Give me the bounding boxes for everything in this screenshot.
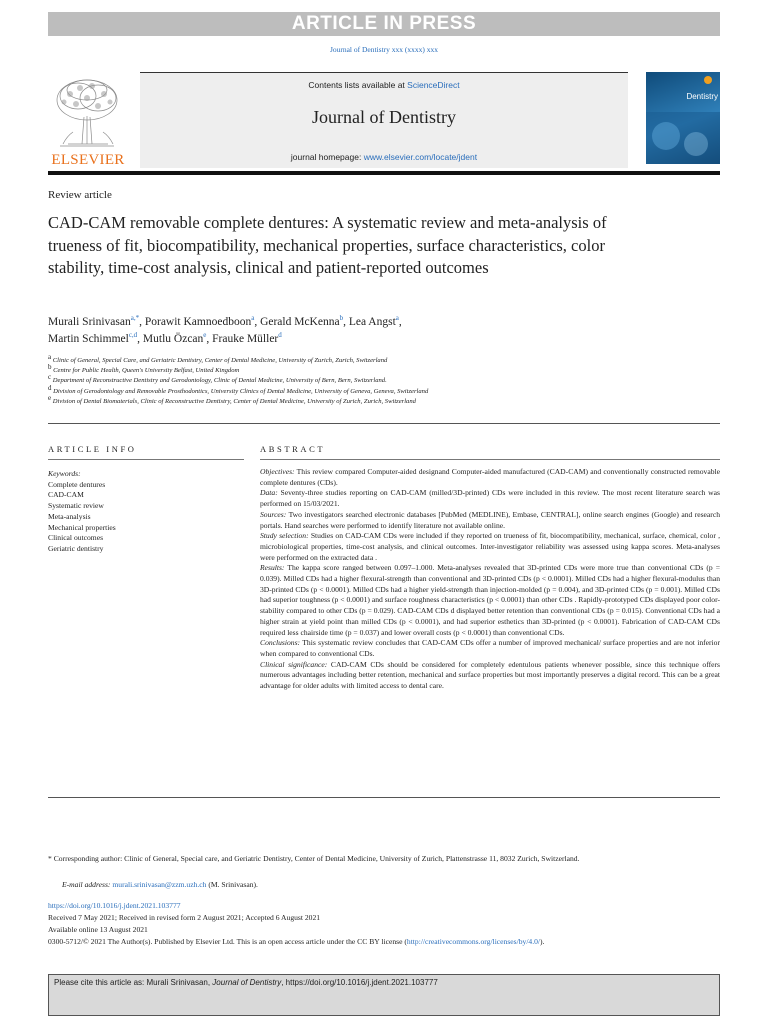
abstract-paragraph [260,467,720,488]
keywords-block [48,469,244,555]
abstract-section-label: Conclusions: [260,638,301,648]
abstract-section-text: Studies on CAD-CAM CDs were included if they reported on trueness of fit, biocompatibility, mechanical, surface, chemical, color , microbiological properties, time-cost analysis, and clinical outcomes. Inter-investigator reliability was assessed using kappa scores. Meta-analyses were performed on the extracted data . [260,531,720,562]
abstract-paragraph [260,488,720,509]
keyword-item: Systematic review [48,501,104,511]
abstract-bottom-rule [48,797,720,798]
abstract-section-text: This review compared Computer-aided designand Computer-aided manufactured (CAD-CAM) and conventionally constructed removable complete dentures (CDs). [260,467,720,487]
abstract-section-text: This systematic review concludes that CAD-CAM CDs offer a number of improved mechanical/ surface properties and are not inferior when compared to conventional CDs. [260,638,720,658]
email-link[interactable]: murali.srinivasan@zzm.uzh.ch [112,880,207,889]
author-affiliation-marker[interactable]: b [339,314,344,323]
citation-text [54,978,438,987]
cite-prefix: Please cite this article as: Murali Srinivasan, [54,978,213,987]
cover-artwork [646,72,720,164]
doi-link[interactable]: https://doi.org/10.1016/j.jdent.2021.103777 [48,901,181,910]
keywords-label: Keywords: [48,469,81,478]
online-date: Available online 13 August 2021 [48,925,148,934]
keyword-item: CAD-CAM [48,490,84,500]
abstract-section-text: Seventy-three studies reporting on CAD-CAM (milled/3D-printed) CDs were included in this review. The most recent literature search was performed on 15/03/2021. [260,488,720,509]
affiliation-text: Centre for Public Health, Queen's University Belfast, United Kingdom [53,367,240,375]
abstract-section-label: Results: [260,563,285,573]
affiliation-text: Clinic of General, Special Care, and Geriatric Dentistry, Center of Dental Medicine, University of Zurich, Zurich, Switzerland [52,357,388,364]
keyword-item: Clinical outcomes [48,533,104,543]
keywords-list [48,480,244,555]
email-label: E-mail address: [62,880,111,889]
abstract-paragraph [260,510,720,531]
cover-title: Dentistry [686,92,718,101]
header-rule [48,171,720,175]
abstract-paragraph [260,660,720,692]
affiliation-item [48,383,720,397]
author-name[interactable]: Martin Schimmel [48,333,129,345]
author-separator: , [254,316,261,328]
abstract-paragraph [260,638,720,659]
article-info-heading: ARTICLE INFO [48,444,137,454]
homepage-prefix: journal homepage: [290,152,364,162]
author-affiliation-marker[interactable]: d [278,331,282,340]
contents-prefix: Contents lists available at [308,80,408,90]
abstract-section-text: The kappa score ranged between 0.097–1.000. Meta-analyses revealed that 3D-printed CDs were more true than conventional CDs (p = 0.039). Milled CDs had a higher flexural-strength than conventional and 3D-printed CDs (p < 0.0001). Milled CDs had a higher flexural-modulus than 3D-printed CDs (p < 0.0001). Milled CDs had a higher yield-strength than injection-molded (p = 0.004), and 3D-printed CDs (p = 0.001). Milled CDs had superior toughness (p < 0.0001) and surface roughness characteristics (p < 0.0001) than other CDs . Rapidly-prototyped CDs displayed poor color-stability compared to other CDs (p = 0.029). CAD-CAM CDs d displayed better retention than conventional CDs (p = 0.015). Conventional CDs had a higher strain at yield point than milled CDs (p < 0.0001), and had superior esthetics than 3D-printed (p < 0.0001). Fabrication of CAD-CAM CDs required less chairside time (p = 0.037) and lower overall costs (p < 0.0001) than conventional CDs. [260,563,720,637]
cite-suffix: , https://doi.org/10.1016/j.jdent.2021.103777 [281,978,438,987]
publisher-name: ELSEVIER [51,152,125,168]
abstract-section-label: Study selection: [260,531,309,541]
abstract-rule [260,459,720,460]
affiliation-key: a [48,352,52,361]
article-info-rule [48,459,244,460]
author-affiliation-marker[interactable]: e [203,331,207,340]
article-type: Review article [48,189,112,201]
cite-journal: Journal of Dentistry [212,978,282,987]
license-line [48,937,728,946]
author-affiliation-marker[interactable]: c,d [128,331,138,340]
affiliation-item [48,363,720,376]
affiliation-text: Division of Dental Biomaterials, Clinic of Reconstructive Dentistry, Center of Dental Medicine, University of Zurich, Zurich, Switzerland [52,397,416,405]
abstract-paragraph [260,563,720,638]
affiliation-text: Division of Gerodontology and Removable Prosthodontics, University Clinics of Dental Medicine, University of Geneva, Geneva, Switzerland [53,387,429,395]
keyword-item: Meta-analysis [48,511,91,521]
author-separator: , [206,333,213,345]
keyword-item: Mechanical properties [48,522,116,532]
author-affiliation-marker[interactable]: a [395,314,399,323]
journal-homepage [140,152,628,162]
email-suffix: (M. Srinivasan). [206,880,258,889]
contents-availability [140,80,628,90]
keyword-item: Complete dentures [48,479,106,489]
author-affiliation-marker[interactable]: a,* [130,314,140,323]
abstract-section-label: Data: [260,488,278,498]
sciencedirect-link[interactable]: ScienceDirect [407,80,460,90]
author-name[interactable]: Porawit Kamnoedboon [144,316,252,328]
abstract-section-label: Sources: [260,509,287,519]
abstract-paragraph [260,531,720,563]
abstract-section-text: Two investigators searched electronic databases [PubMed (MEDLINE), Embase, CENTRAL], online search engines (Google) and research portals. Hand searches were performed to identify literature not available online. [260,509,720,530]
author-name[interactable]: Mutlu Özcan [142,333,204,345]
author-separator: , [139,316,145,328]
license-link[interactable]: http://creativecommons.org/licenses/by/4.0/ [406,937,541,946]
license-prefix: 0300-5712/© 2021 The Author(s). Published by Elsevier Ltd. This is an open access article under the CC BY license ( [48,937,407,946]
affiliation-item [48,373,720,386]
affiliation-key: d [48,383,52,392]
affiliation-item [48,352,720,366]
author-name[interactable]: Gerald McKenna [260,316,340,328]
email-line [62,880,258,889]
affiliation-key: b [48,363,52,372]
abstract-heading: ABSTRACT [260,444,326,454]
received-dates: Received 7 May 2021; Received in revised form 2 August 2021; Accepted 6 August 2021 [48,913,321,922]
author-affiliation-marker[interactable]: a [251,314,255,323]
abstract-section-label: Objectives: [260,467,295,476]
author-name[interactable]: Frauke Müller [212,333,279,345]
license-suffix: ). [540,937,545,946]
author-separator: , [137,333,143,345]
section-divider [48,423,720,424]
homepage-link[interactable]: www.elsevier.com/locate/jdent [363,152,478,162]
affiliation-list [48,352,720,407]
article-in-press-banner: ARTICLE IN PRESS [48,12,720,36]
author-name[interactable]: Murali Srinivasan [48,316,131,328]
corresponding-author-footnote: * Corresponding author: Clinic of General, Special care, and Geriatric Dentistry, Center of Dental Medicine, University of Zurich, Plattenstrasse 11, 8032 Zurich, Switzerland. [48,854,580,863]
keyword-item: Geriatric dentistry [48,543,104,553]
author-list [48,314,608,348]
author-separator: , [343,316,349,328]
abstract-body [260,467,720,692]
author-name[interactable]: Lea Angst [348,316,396,328]
journal-reference[interactable]: Journal of Dentistry xxx (xxxx) xxx [329,45,439,54]
affiliation-key: e [48,393,52,402]
affiliation-text: Department of Reconstructive Dentistry and Gerodontology, Clinic of Dental Medicine, University of Bern, Bern, Switzerland. [52,377,387,385]
journal-title: Journal of Dentistry [312,107,456,127]
journal-cover-image[interactable] [646,72,720,164]
author-separator: , [398,316,402,328]
affiliation-key: c [48,373,52,382]
affiliation-item [48,393,720,407]
abstract-section-text: CAD-CAM CDs should be considered for completely edentulous patients whenever possible, since this technique offers numerous advantages including better retention, mechanical and surface properties but most importantly preserves a digital record. This can be a great advantage for older adults with limited access to dental care. [260,659,720,691]
article-title: CAD-CAM removable complete dentures: A systematic review and meta-analysis of trueness of fit, biocompatibility, mechanical properties, surface characteristics, color stability, time-cost analysis, clinical and patient-reported outcomes [48,213,607,277]
abstract-section-label: Clinical significance: [260,659,328,669]
